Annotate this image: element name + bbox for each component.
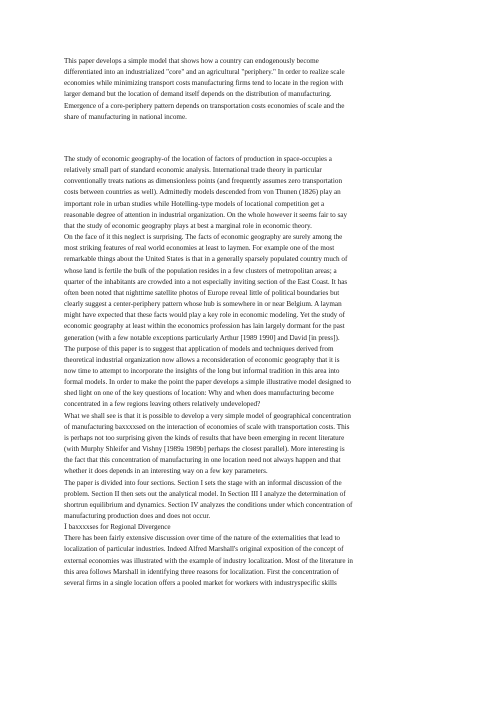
body-text: The study of economic geography-of the location of factors of production in space-occupies a relatively small part of standard economic analysis. International trade theory in particular conventionally treats nations as dimensionless points (and frequently assumes zero transportation costs between countries as well). Admittedly models descended from von Thunen (1826) play an important role in urban studies while Hotelling-type models of locational competition get a reasonable degree of attention in industrial organization. On the whole however it seems fair to say that the study of economic geography plays at best a marginal role in economic theory. On the face of it this neglect is surprising. The facts of economic geography are surely among the most striking features of real world economies at least to laymen. For example one of the most remarkable things about the United States is that in a generally sparsely populated country much of whose land is fertile the bulk of the population resides in a few clusters of metropolitan areas; a quarter of the inhabitants are crowded into a not especially inviting section of the East Coast. It has often been noted that nighttime satellite photos of Europe reveal little of political boundaries but clearly suggest a center-periphery pattern whose hub is somewhere in or near Belgium. A layman might have expected that these facts would play a key role in economic modeling. Yet the study of economic geography at least within the economics profession has lain largely dormant for the past generation (with a few notable exceptions particularly Arthur [1989 1990] and David [in press]). The purpose of this paper is to suggest that application of models and techniques derived from theoretical industrial organization now allows a reconsideration of economic geography that it is now time to attempt to incorporate the insights of the long but informal tradition in this area into formal models. In order to make the point the paper develops a simple illustrative model designed to shed light on one of the key questions of location: Why and when does manufacturing become concentrated in a few regions leaving others relatively undeveloped? What we shall see is that it is possible to develop a very simple model of geographical concentration of manufacturing baxxxxsed on the interaction of economies of scale with transportation costs. This is perhaps not too surprising given the kinds of results that have been emerging in recent literature (with Murphy Shleifer and Vishny [1989a 1989b] perhaps the closest parallel). More interesting is the fact that this concentration of manufacturing in one location need not always happen and that whether it does depends in an interesting way on a few key parameters. The paper is divided into four sections. Section I sets the stage with an informal discussion of the problem. Section II then sets out the analytical model. In Section III I analyze the determination of shortrun equilibrium and dynamics. Section IV analyzes the conditions under which concentration of manufacturing production does and does not occur. Ⅰ baxxxxses for Regional Divergence There has been fairly extensive discussion over time of the nature of the externalities that lead to localization of particular industries. Indeed Alfred Marshall's original exposition of the concept of external economies was illustrated with the example of industry localization. Most of the literature in this area follows Marshall in identifying three reasons for localization. First the concentration of several firms in a single location offers a pooled market for workers with industryspecific skills bbox=[64, 155, 353, 587]
abstract-paragraph: This paper develops a simple model that shows how a country can endogenously become differentiated into an industrialized "core" and an agricultural "periphery." In order to realize scale economies while minimizing transport costs manufacturing firms tend to locate in the region with larger demand but the location of demand itself depends on the distribution of manufacturing. Emergence of a core-periphery pattern depends on transportation costs economies of scale and the share of manufacturing in national income. bbox=[64, 57, 345, 121]
